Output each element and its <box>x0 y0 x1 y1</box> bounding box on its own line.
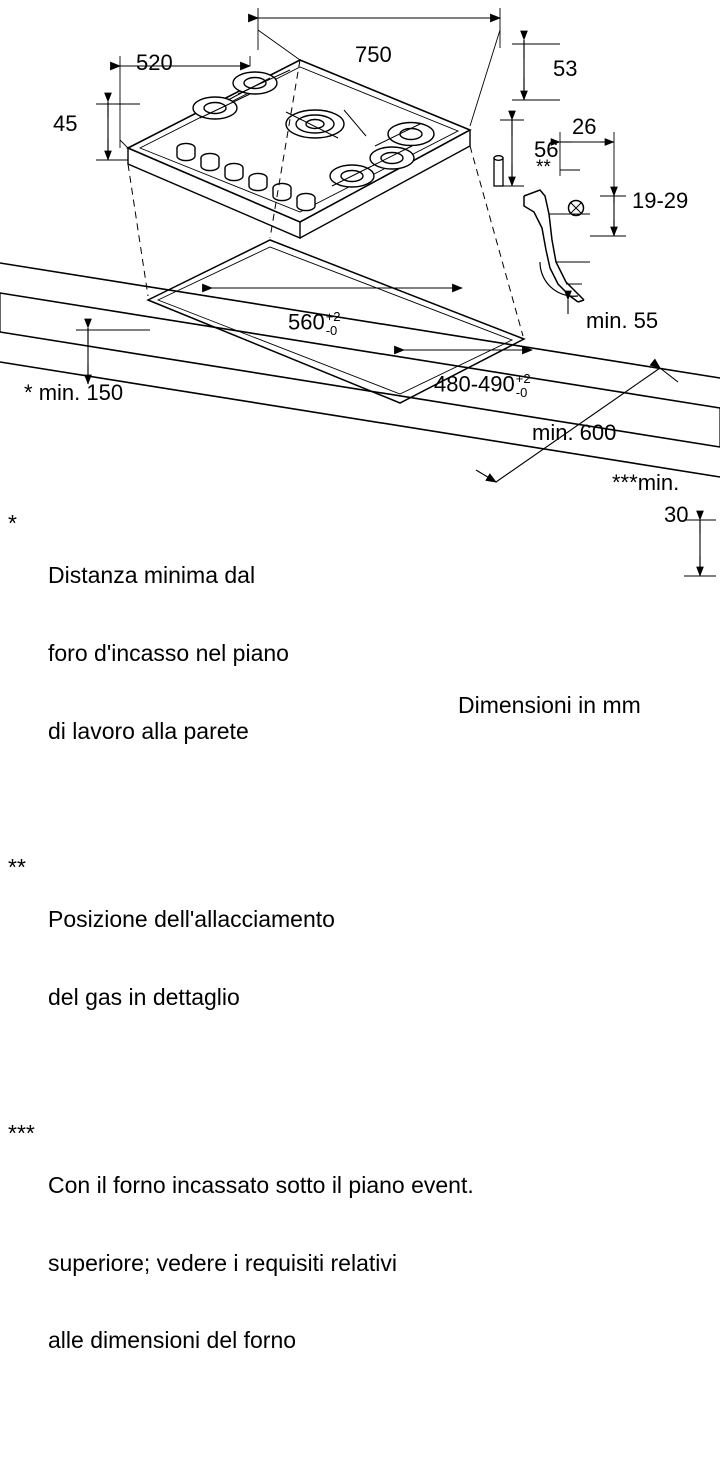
min-30-text: min. <box>637 470 680 495</box>
legend-line: del gas in dettaglio <box>48 983 240 1010</box>
legend-mark: *** <box>8 1119 35 1146</box>
gas-position-marker: ** <box>536 157 551 178</box>
unit-note: Dimensioni in mm <box>458 692 641 718</box>
dimension-min-30-value: 30 <box>664 502 689 527</box>
cutout-depth-value: 480-490 <box>434 371 515 397</box>
legend-text <box>48 510 608 796</box>
dimension-26: 26 <box>572 114 597 139</box>
cutout-depth-tolerance: +2 -0 <box>515 371 531 400</box>
legend-line: Distanza minima dal <box>48 561 256 588</box>
min-150-asterisk: * <box>24 380 33 405</box>
dimension-750: 750 <box>355 42 392 67</box>
burner-front-right <box>370 147 414 169</box>
legend-line: alle dimensioni del forno <box>48 1327 297 1354</box>
legend-text <box>48 1120 608 1406</box>
legend-line: foro d'incasso nel piano <box>48 639 289 666</box>
legend-item <box>8 854 608 1062</box>
dimension-53: 53 <box>553 56 578 81</box>
dimension-min-150 <box>24 382 123 404</box>
dimension-56: 56 <box>534 137 559 162</box>
legend-block <box>8 458 608 1457</box>
mounting-bracket-detail <box>524 190 590 302</box>
legend-mark: * <box>8 509 17 536</box>
legend-item <box>8 510 608 796</box>
dimension-min-55: min. 55 <box>586 308 659 333</box>
gas-connection-pipe <box>494 156 503 186</box>
legend-item <box>8 1120 608 1406</box>
control-knobs <box>177 143 315 210</box>
dimension-min-30-label <box>612 472 679 494</box>
legend-line: superiore; vedere i requisiti relativi <box>48 1249 397 1276</box>
dimension-min-600: min. 600 <box>532 420 617 445</box>
dimension-19-29: 19-29 <box>632 188 689 213</box>
cutout-width-tolerance: +2 -0 <box>325 309 341 338</box>
legend-line: Con il forno incassato sotto il piano event. <box>48 1171 474 1198</box>
burner-mid-left <box>193 97 237 119</box>
burner-rear-right <box>388 123 434 146</box>
legend-mark: ** <box>8 853 26 880</box>
cutout-width-value: 560 <box>288 309 325 335</box>
legend-line: di lavoro alla parete <box>48 717 249 744</box>
dimension-45: 45 <box>53 111 78 136</box>
dimension-cutout-depth <box>434 372 531 399</box>
burners-group <box>177 70 434 211</box>
min-30-asterisks: *** <box>612 470 638 495</box>
projection-lines <box>128 60 523 336</box>
burner-rear-left <box>233 72 277 94</box>
dimension-cutout-width <box>288 310 341 337</box>
legend-line: Posizione dell'allacciamento <box>48 905 335 932</box>
dimension-520: 520 <box>136 50 173 75</box>
min-150-value: min. 150 <box>38 380 124 405</box>
burner-center-wok <box>286 110 344 138</box>
legend-text <box>48 854 608 1062</box>
